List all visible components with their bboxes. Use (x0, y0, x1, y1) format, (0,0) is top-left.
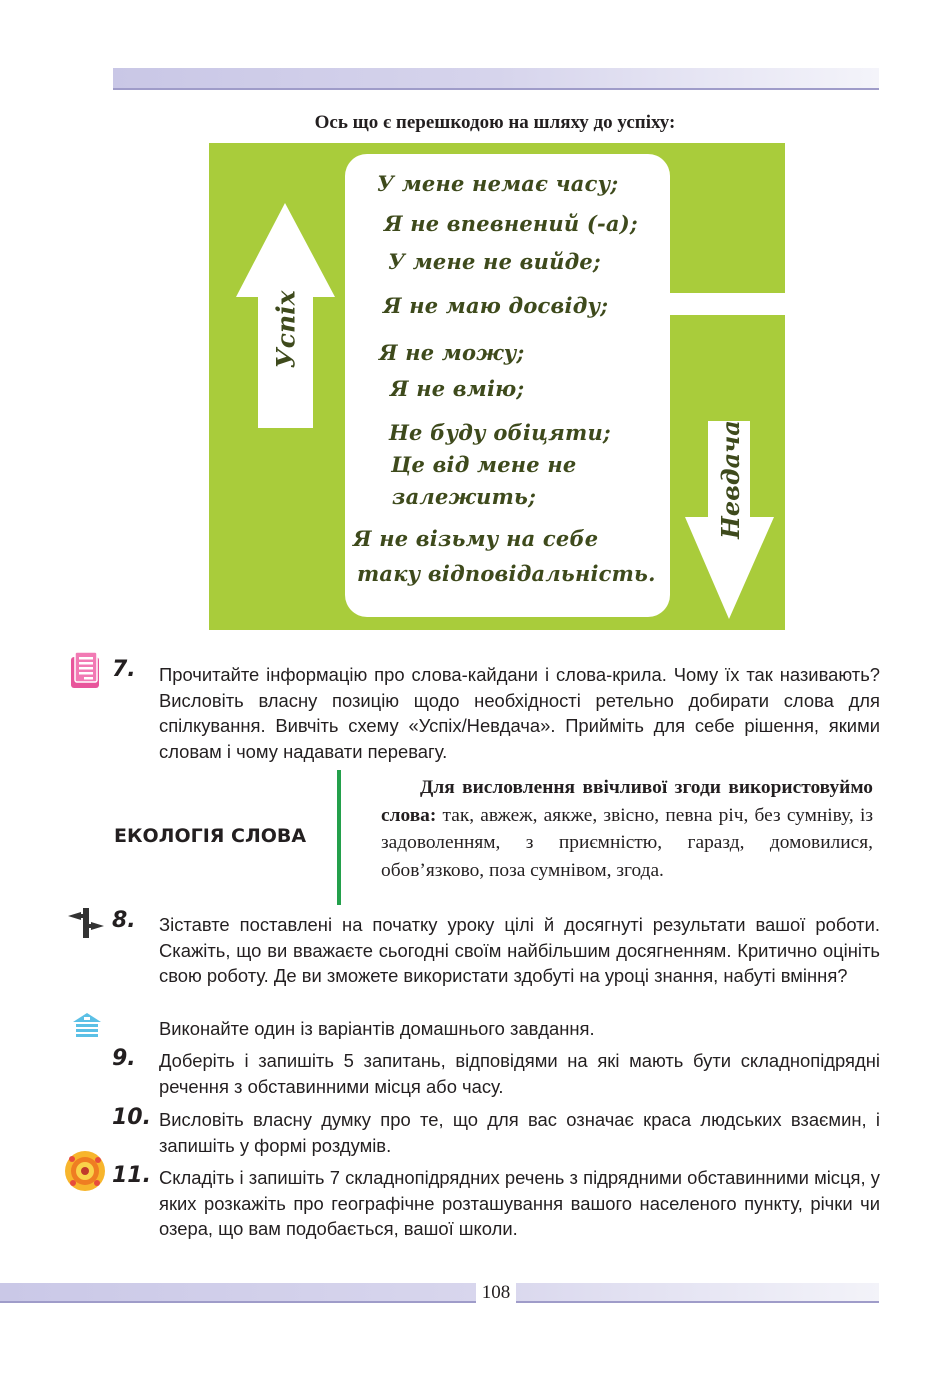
scheme-phrase: таку відповідальність. (357, 561, 656, 586)
task-number: 7. (112, 657, 136, 682)
scheme-caption: Ось що є перешкодою на шляху до успіху: (314, 112, 676, 133)
ecology-title: ЕКОЛОГІЯ СЛОВА (114, 825, 307, 847)
scheme-phrase: Я не візьму на себе (353, 526, 599, 551)
scheme-phrase: У мене немає часу; (377, 171, 619, 196)
success-label: Успіх (271, 290, 301, 369)
scheme-phrase: Я не вмію; (390, 376, 525, 401)
task-number: 11. (112, 1163, 151, 1188)
scheme-phrase: Це від мене не (391, 452, 577, 477)
scheme-phrase: Не буду обіцяти; (389, 420, 611, 445)
signpost-icon (66, 906, 106, 945)
scheme-phrase: У мене не вийде; (388, 249, 601, 274)
task-text: Доберіть і запишіть 5 запитань, відповідями на які мають бути складнопідрядні речення з обставинними місця або часу. (159, 1050, 880, 1097)
scheme-phrase: залежить; (392, 484, 537, 509)
task-number: 8. (112, 908, 136, 933)
task-text: Складіть і запишіть 7 складнопідрядних речень з підрядними обставинними місця, у яких розкажіть про географічне розташування вашого населеного пункту, річки чи озера, що вам подобається, вашої школи. (159, 1167, 880, 1239)
sun-flower-icon (64, 1150, 106, 1197)
task-text: Зіставте поставлені на початку уроку цілі й досягнуті результати вашої роботи. Скажіть, що ви вважаєте сьогодні своїм найбільшим досягненням. Критично оцініть свою роботу. Де ви зможете використати здобуті на уроці знання, набуті вміння? (159, 914, 880, 986)
task-number: 9. (112, 1046, 136, 1071)
failure-label: Невдача (715, 420, 745, 539)
home-icon (72, 1012, 102, 1043)
ecology-text (381, 774, 873, 884)
ecology-words: так, авжеж, аякже, звісно, певна річ, без сумніву, із задоволенням, з приємністю, гаразд, домовилися, обов’язково, поза сумнівом, згода. (381, 804, 873, 881)
notebook-icon (70, 651, 102, 694)
success-failure-scheme (209, 143, 785, 630)
scheme-phrase: Я не маю досвіду; (383, 293, 609, 318)
scheme-phrase: Я не можу; (379, 340, 525, 365)
task-number: 10. (112, 1105, 151, 1130)
scheme-phrase: Я не впевнений (-а); (384, 211, 638, 236)
footer-bar (0, 1283, 879, 1303)
task-text: Прочитайте інформацію про слова-кайдани і слова-крила. Чому їх так називають? Висловіть власну позицію щодо необхідності ретельно добирати слова для спілкування. Вивчіть схему «Успіх/Невдача». Прийміть для себе рішення, якими словам і чому надавати перевагу. (159, 664, 880, 762)
header-bar (113, 68, 879, 90)
page-number: 108 (476, 1281, 516, 1305)
task-text: Висловіть власну думку про те, що для вас означає краса людських взаємин, і запишіть у формі роздумів. (159, 1109, 880, 1156)
ecology-divider (337, 770, 341, 905)
ecology-lead: Для висловлення ввічливої згоди використовуймо слова: (381, 777, 873, 826)
homework-text: Виконайте один із варіантів домашнього завдання. (159, 1018, 595, 1039)
